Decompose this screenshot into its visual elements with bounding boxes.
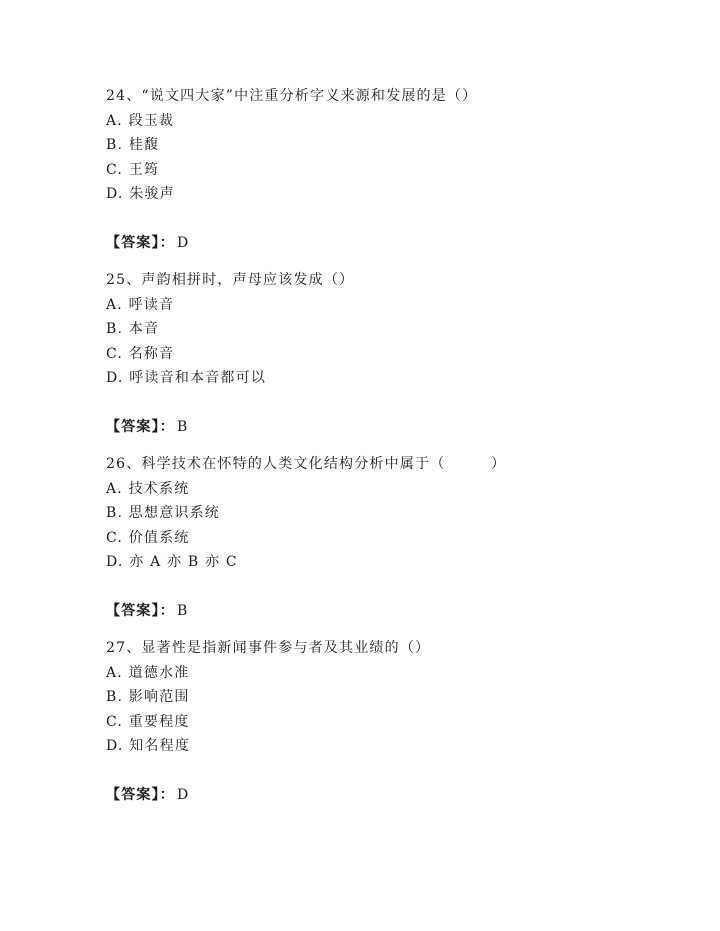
answer-value: D <box>177 234 190 251</box>
question-25 <box>106 268 666 439</box>
option-b: B. 思想意识系统 <box>106 505 220 521</box>
option-a: A. 段玉裁 <box>106 112 175 129</box>
option-c: C. 名称音 <box>106 345 175 362</box>
question-stem: 25、声韵相拼时，声母应该发成（） <box>106 272 355 288</box>
answer-label: 【答案】： <box>106 602 175 619</box>
answer-value: B <box>177 602 189 619</box>
answer-row <box>106 599 666 624</box>
option-a: A. 道德水准 <box>106 664 190 681</box>
question-26 <box>106 452 666 623</box>
option-c: C. 王筠 <box>106 161 160 178</box>
option-d: D. 亦 A 亦 B 亦 C <box>106 554 238 570</box>
answer-row <box>106 783 666 808</box>
answer-value: B <box>177 418 189 435</box>
option-b: B. 桂馥 <box>106 137 160 153</box>
answer-label: 【答案】： <box>106 786 175 803</box>
question-27 <box>106 636 666 807</box>
option-d: D. 朱骏声 <box>106 186 175 202</box>
option-d: D. 知名程度 <box>106 738 191 754</box>
answer-row <box>106 415 666 440</box>
question-24 <box>106 84 666 255</box>
answer-label: 【答案】： <box>106 234 175 251</box>
answer-value: D <box>177 786 190 803</box>
option-a: A. 技术系统 <box>106 480 190 497</box>
option-b: B. 本音 <box>106 321 160 337</box>
option-c: C. 重要程度 <box>106 713 190 730</box>
option-d: D. 呼读音和本音都可以 <box>106 370 267 386</box>
option-b: B. 影响范围 <box>106 689 190 705</box>
option-a: A. 呼读音 <box>106 296 175 313</box>
question-stem: 24、“说文四大家”中注重分析字义来源和发展的是（） <box>106 88 478 104</box>
question-stem: 27、显著性是指新闻事件参与者及其业绩的（） <box>106 640 431 656</box>
answer-label: 【答案】： <box>106 418 175 435</box>
option-c: C. 价值系统 <box>106 529 190 546</box>
answer-row <box>106 231 666 256</box>
question-stem: 26、科学技术在怀特的人类文化结构分析中属于（ ） <box>106 456 507 472</box>
